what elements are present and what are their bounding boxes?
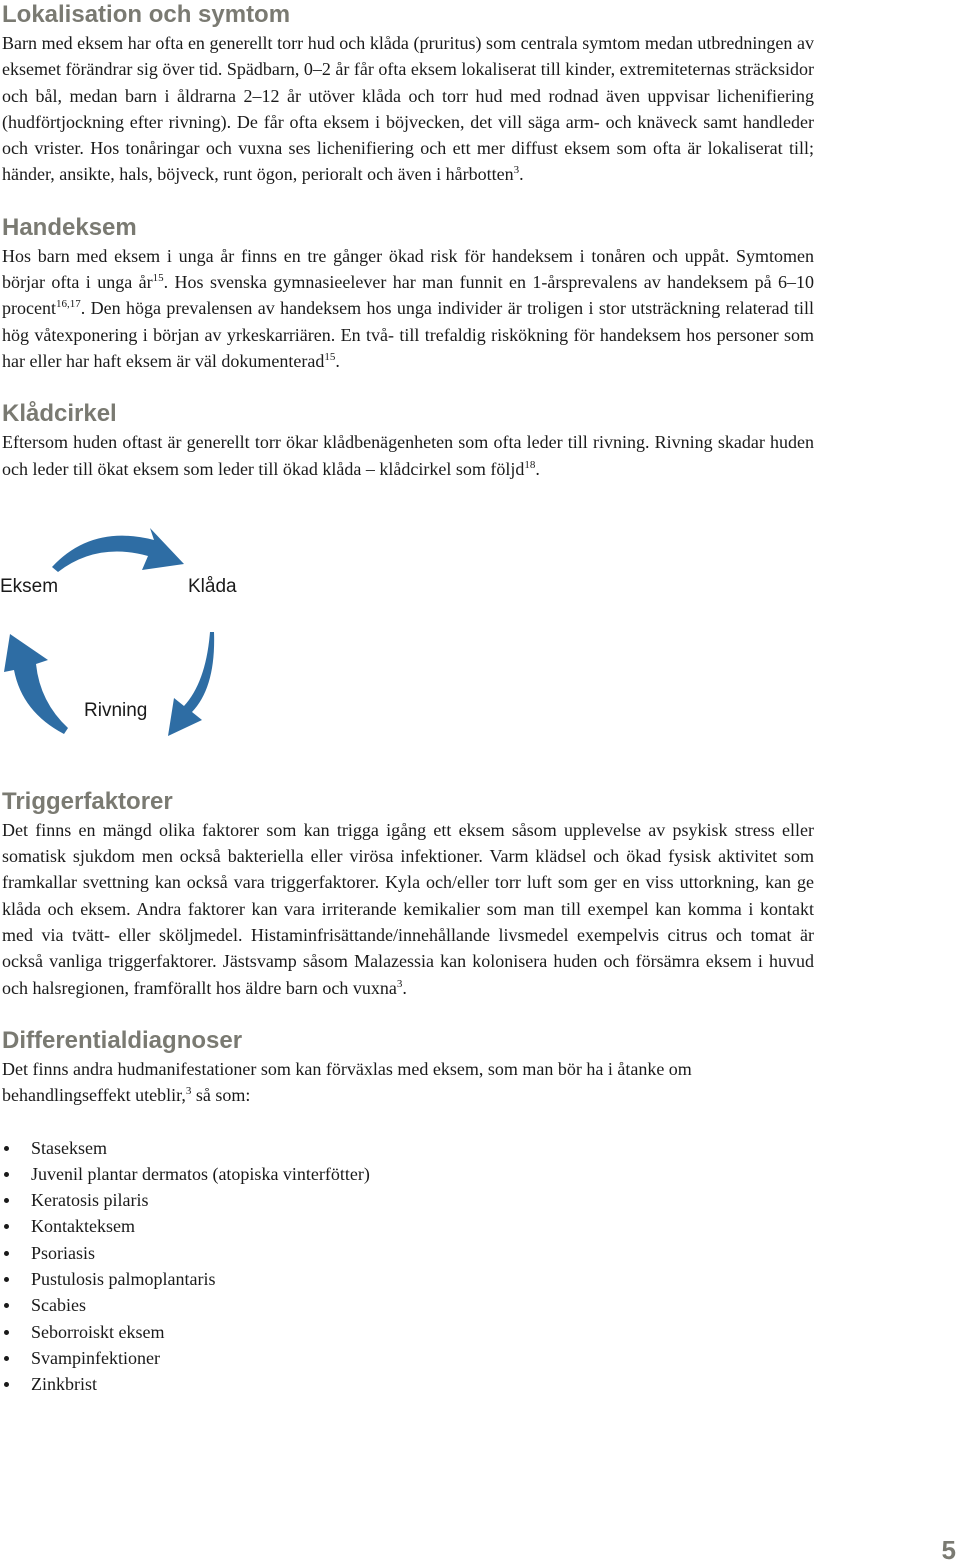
list-item-text: Psoriasis <box>31 1242 96 1263</box>
paragraph-text: . Hos svenska gymnasieelever har man funnit en 1-årsprevalens av handeksem på 6–10 procent <box>2 272 814 319</box>
list-item <box>2 1187 814 1213</box>
bullet-icon <box>4 1198 9 1203</box>
arrow-klada-to-rivning-icon <box>168 632 214 736</box>
paragraph-text: . <box>519 164 524 185</box>
reference-sup: 18 <box>524 458 536 471</box>
bullet-icon <box>4 1382 9 1387</box>
label-klada: Klåda <box>188 575 237 597</box>
paragraph-text: . <box>402 977 407 998</box>
list-item <box>2 1292 814 1318</box>
list-item <box>2 1319 814 1345</box>
reference-sup: 15 <box>152 272 164 285</box>
list-item <box>2 1240 814 1266</box>
page-number: 5 <box>941 1535 956 1565</box>
label-eksem: Eksem <box>0 575 59 597</box>
paragraph-text: Hos barn med eksem i unga år finns en tre gånger ökad risk för handeksem i tonåren och uppåt. Symtomen börjar ofta i unga år <box>2 245 814 293</box>
heading-kladcirkel: Klådcirkel <box>2 400 117 428</box>
paragraph-lokalisation <box>2 30 814 188</box>
bullet-icon <box>4 1251 9 1256</box>
list-item <box>2 1345 814 1371</box>
paragraph-text: . <box>535 458 540 479</box>
list-item-text: Zinkbrist <box>31 1374 97 1395</box>
reference-sup: 3 <box>185 1085 192 1098</box>
list-item <box>2 1371 814 1397</box>
bullet-icon <box>4 1303 9 1308</box>
paragraph-text: Eftersom huden oftast är generellt torr ökar klådbenägenheten som ofta leder till rivning. Rivning skadar huden och leder till ökat eksem som leder till ökad klåda – klådcirkel som följd <box>2 432 814 479</box>
heading-lokalisation: Lokalisation och symtom <box>2 1 291 28</box>
paragraph-trigger <box>2 817 814 1001</box>
list-item <box>2 1213 814 1239</box>
document-page <box>2 0 814 1398</box>
list-item-text: Scabies <box>31 1295 86 1316</box>
bullet-icon <box>4 1172 9 1177</box>
paragraph-text: . Den höga prevalensen av handeksem hos unga individer är troligen i stor utsträckning relaterad till hög våtexponering i början av yrkeskarriären. En två- till trefaldig riskökning för handeksem hos personer som har eller har haft eksem är väl dokumenterad <box>2 298 814 371</box>
paragraph-text: så som: <box>191 1085 251 1106</box>
bullet-icon <box>4 1224 9 1229</box>
reference-sup: 16,17 <box>55 298 81 311</box>
itch-cycle-diagram <box>2 522 302 762</box>
reference-sup: 15 <box>324 350 336 363</box>
paragraph-kladcirkel <box>2 429 814 482</box>
list-item-text: Svampinfektioner <box>31 1347 160 1368</box>
arrow-rivning-to-eksem-icon <box>4 634 68 734</box>
heading-trigger: Triggerfaktorer <box>2 787 173 815</box>
list-item-text: Staseksem <box>31 1137 107 1158</box>
heading-diff: Differentialdiagnoser <box>2 1026 243 1054</box>
reference-sup: 3 <box>396 977 403 990</box>
list-item-text: Kontakteksem <box>31 1216 135 1237</box>
arrow-eksem-to-klada-icon <box>52 528 184 572</box>
list-item-text: Pustulosis palmoplantaris <box>31 1269 216 1290</box>
list-item <box>2 1135 814 1161</box>
cycle-arrows <box>2 522 302 762</box>
paragraph-text: Barn med eksem har ofta en generellt torr hud och klåda (pruritus) som centrala symtom medan utbredningen av eksemet förändrar sig över tid. Spädbarn, 0–2 år får ofta eksem lokaliserat till kinder, extremiteternas sträcksidor och bål, medan barn i åldrarna 2–12 år utöver klåda och torr hud med rodnad även uppvisar lichenifiering (hudförtjockning efter rivning). De får ofta eksem i böjvecken, det vill säga arm- och knäveck samt handleder och vrister. Hos tonåringar och vuxna ses lichenifiering och ett mer diffust eksem som ofta är lokaliserat till; händer, ansikte, hals, böjveck, runt ögon, perioralt och även i hårbotten <box>2 33 814 185</box>
reference-sup: 3 <box>513 164 520 177</box>
paragraph-text: Det finns andra hudmanifestationer som kan förväxlas med eksem, som man bör ha i åtanke om behandlingseffekt uteblir, <box>2 1058 692 1106</box>
list-item-text: Juvenil plantar dermatos (atopiska vinterfötter) <box>31 1163 370 1184</box>
bullet-icon <box>4 1356 9 1361</box>
bullet-icon <box>4 1330 9 1335</box>
list-item-text: Seborroiskt eksem <box>31 1321 165 1342</box>
diagnosis-list <box>2 1135 814 1398</box>
list-item <box>2 1161 814 1187</box>
bullet-icon <box>4 1146 9 1151</box>
heading-handeksem: Handeksem <box>2 213 137 241</box>
list-item-text: Keratosis pilaris <box>31 1190 149 1211</box>
label-rivning: Rivning <box>84 699 148 721</box>
paragraph-text: . <box>335 350 340 371</box>
paragraph-handeksem <box>2 243 814 374</box>
list-item <box>2 1266 814 1292</box>
paragraph-text: Det finns en mängd olika faktorer som kan trigga igång ett eksem såsom upplevelse av psykisk stress eller somatisk sjukdom men också bakteriella eller virösa infektioner. Varm klädsel och ökad fysisk aktivitet som framkallar svettning kan också vara triggerfaktorer. Kyla och/eller torr luft som ger en viss uttorkning, kan ge klåda och eksem. Andra faktorer kan vara irriterande kemikalier som man till exempel kan komma i kontakt med via tvätt- eller sköljmedel. Histaminfrisättande/innehållande livsmedel exempelvis citrus och tomat är också vanliga triggerfaktorer. Jästsvamp såsom Malazessia kan kolonisera huden och försämra eksem i huvud och halsregionen, framförallt hos äldre barn och vuxna <box>2 819 814 998</box>
paragraph-diff <box>2 1056 814 1109</box>
bullet-icon <box>4 1277 9 1282</box>
